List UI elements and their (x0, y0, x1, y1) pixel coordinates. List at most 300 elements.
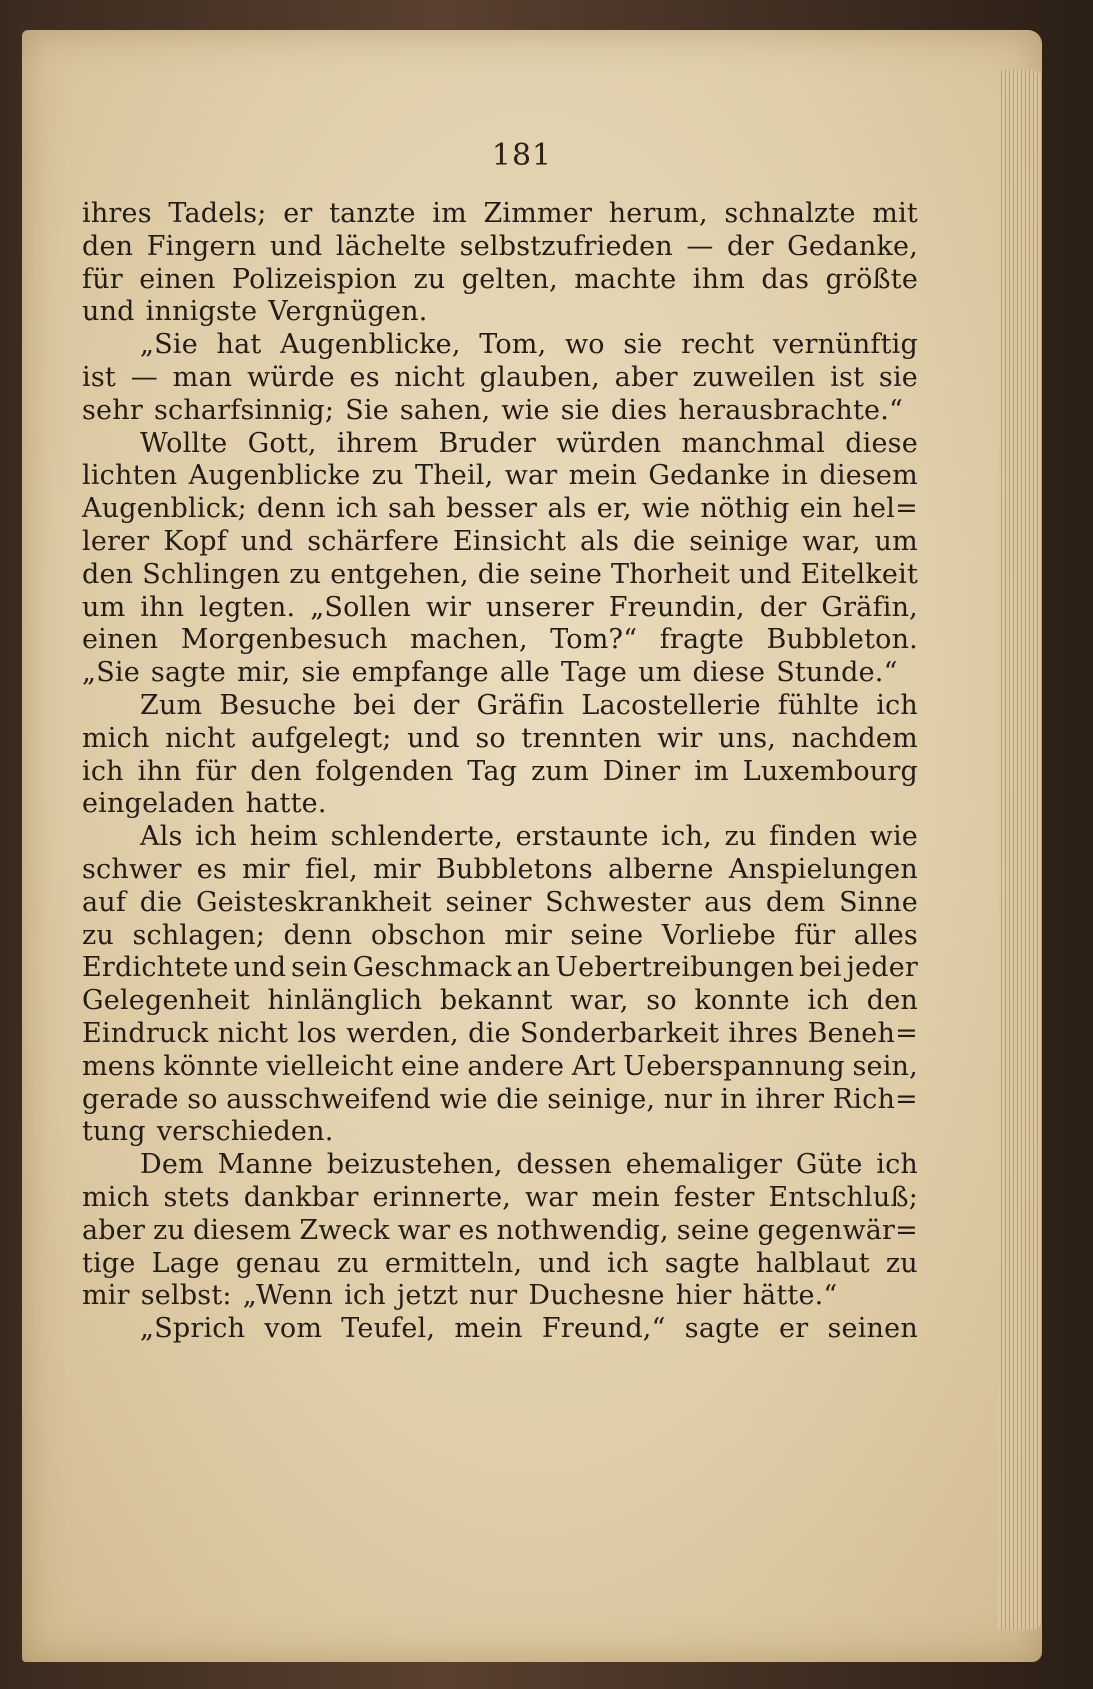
word: zu (724, 821, 757, 853)
word: Luxembourg (742, 755, 918, 787)
word: seinige (689, 525, 789, 557)
word: sagte (150, 657, 226, 689)
word: obschon (370, 919, 486, 951)
word: ich (344, 1280, 386, 1312)
word: tige (82, 1247, 136, 1279)
word: die (632, 525, 676, 557)
word: schlenderte, (330, 821, 503, 853)
word: nicht (394, 361, 465, 393)
word: schlagen; (132, 919, 266, 951)
word: den (82, 230, 134, 262)
text-line (82, 756, 918, 789)
word: dies (610, 394, 668, 426)
word: er (283, 198, 313, 229)
word: als (547, 493, 587, 525)
word: um (638, 657, 682, 689)
word: den (866, 985, 918, 1017)
word: „Sprich (140, 1313, 246, 1345)
word: Augenblicke, (280, 329, 461, 361)
word: würden (556, 427, 662, 459)
word: halblaut (755, 1247, 870, 1279)
word: in (720, 1083, 747, 1115)
word: vielleicht (266, 1050, 394, 1082)
word: nur (663, 1083, 713, 1115)
word: war (397, 1214, 451, 1246)
word: zu (413, 263, 446, 295)
word: Lage (151, 1247, 220, 1279)
word: Zweck (299, 1214, 390, 1246)
word: sie (301, 657, 341, 689)
word: Schlingen (142, 558, 281, 590)
word: nothwendig, (496, 1214, 669, 1246)
word: größte (825, 263, 918, 295)
word: erinnerte, (372, 1181, 512, 1213)
word: war, (802, 525, 861, 557)
word: sagte (664, 1247, 740, 1279)
word: auf (82, 886, 127, 918)
word: Entschluß; (768, 1181, 918, 1213)
word: Tom, (479, 329, 547, 361)
text-line (82, 264, 918, 297)
word: wie (501, 394, 550, 426)
word: das (761, 263, 810, 295)
word: die (496, 1083, 539, 1115)
word: zu (885, 1247, 918, 1279)
text-line (82, 788, 918, 821)
word: und (82, 296, 135, 328)
word: sie (878, 361, 918, 393)
text-line (82, 920, 918, 953)
word: einen (82, 624, 159, 656)
word: Besuche (219, 689, 337, 721)
word: sie (560, 394, 600, 426)
word: bekannt (439, 985, 553, 1017)
word: zu (82, 919, 115, 951)
word: Tag (467, 755, 518, 787)
word: nachdem (791, 722, 918, 754)
page-edges (998, 70, 1042, 1630)
text-line (82, 329, 918, 362)
word: mir (242, 853, 290, 885)
text-line (82, 428, 918, 461)
word: wir (657, 722, 703, 754)
word: diese (692, 657, 766, 689)
word: lichten (82, 460, 178, 492)
word: los (297, 1017, 337, 1049)
word: Augenblick; (82, 493, 247, 525)
word: die (468, 1017, 511, 1049)
word: fester (673, 1181, 755, 1213)
word: schärfere (307, 525, 440, 557)
word: diese (845, 427, 918, 459)
word: genau (235, 1247, 321, 1279)
word: schnalzte (724, 198, 856, 229)
word: Anspielungen (728, 853, 918, 885)
word: Uebertreibungen (555, 952, 795, 984)
word: selbst: (140, 1280, 232, 1312)
word: trennten (521, 722, 642, 754)
word: es (196, 853, 227, 885)
word: Fingern (146, 230, 257, 262)
text-line (82, 821, 918, 854)
word: Vergnügen. (268, 296, 428, 328)
word: Rich= (832, 1083, 918, 1115)
text-line (82, 854, 918, 887)
word: aber (614, 361, 678, 393)
word: Zum (140, 689, 203, 721)
text-line (82, 526, 918, 559)
word: machte (574, 263, 677, 295)
word: aus (704, 886, 753, 918)
text-line (82, 592, 918, 625)
word: ich (195, 821, 237, 853)
word: hel= (852, 493, 918, 525)
word: alle (499, 657, 550, 689)
word: nicht (165, 722, 236, 754)
text-line (82, 985, 918, 1018)
word: und (269, 230, 323, 262)
word: für (794, 919, 836, 951)
word: könnte (163, 1050, 259, 1082)
word: dankbar (243, 1181, 359, 1213)
word: gegenwär= (757, 1214, 918, 1246)
word: ihn (137, 755, 182, 787)
word: entgehen, (330, 558, 469, 590)
word: Bruder (438, 427, 536, 459)
text-line (82, 460, 918, 493)
word: ihres (728, 1017, 799, 1049)
text-line (82, 1182, 918, 1215)
text-line (82, 952, 918, 985)
word: ihres (82, 198, 152, 229)
word: jetzt (396, 1280, 459, 1312)
word: ich (607, 1247, 649, 1279)
word: lächelte (335, 230, 447, 262)
word: die (139, 886, 183, 918)
word: Beneh= (807, 1017, 918, 1049)
word: heim (249, 821, 318, 853)
text-line (82, 362, 918, 395)
word: seinige, (547, 1083, 656, 1115)
word: Schwester (545, 886, 691, 918)
word: sagte (684, 1313, 760, 1345)
word: in (781, 460, 809, 492)
word: machen, (410, 624, 528, 656)
word: und (240, 525, 294, 557)
text-line (82, 1051, 918, 1084)
text-line (82, 1084, 918, 1117)
word: ausschweifend (226, 1083, 431, 1115)
word: für (195, 755, 237, 787)
word: „Sie (82, 657, 140, 689)
word: Geisteskrankheit (195, 886, 432, 918)
word: war (504, 460, 558, 492)
word: Freund,“ (541, 1313, 666, 1345)
word: mens (82, 1050, 156, 1082)
word: hätte.“ (742, 1280, 838, 1312)
word: wo (564, 329, 605, 361)
word: sein (291, 952, 348, 984)
word: Tom?“ (550, 624, 638, 656)
word: sahen, (399, 394, 491, 426)
word: recht (681, 329, 755, 361)
word: im (694, 755, 729, 787)
word: denn (283, 919, 353, 951)
word: stets (163, 1181, 230, 1213)
word: als (579, 525, 620, 557)
word: diesem (819, 460, 918, 492)
word: diesem (192, 1214, 292, 1246)
word: Bubbletons (436, 853, 593, 885)
word: ermitteln, (384, 1247, 523, 1279)
word: ist (82, 361, 116, 393)
word: der (412, 689, 460, 721)
word: herum, (608, 198, 708, 229)
word: Manne (217, 1149, 314, 1181)
word: innigste (145, 296, 258, 328)
book-page (22, 30, 1042, 1662)
word: mein (591, 1181, 660, 1213)
word: Bubbleton. (766, 624, 918, 656)
word: „Sie (140, 329, 198, 361)
word: aufgelegt; (251, 722, 392, 754)
word: wie (439, 1083, 488, 1115)
word: mit (872, 198, 918, 229)
word: ich, (661, 821, 712, 853)
word: und (738, 558, 792, 590)
word: die (477, 558, 521, 590)
word: und (233, 952, 287, 984)
word: gerade (82, 1083, 179, 1115)
text-line (82, 198, 918, 231)
word: Gedanke (648, 460, 771, 492)
word: Gräfin, (821, 591, 918, 623)
text-line (82, 1149, 918, 1182)
word: seine (570, 919, 644, 951)
text-line (82, 1248, 918, 1281)
word: ich (336, 493, 378, 525)
word: um (874, 525, 918, 557)
word: wir (425, 591, 472, 623)
word: an (516, 952, 551, 984)
word: Gräfin (476, 689, 565, 721)
word: dessen (516, 1149, 612, 1181)
word: es (349, 361, 380, 393)
word: zu (153, 1214, 186, 1246)
word: jeder (846, 952, 918, 984)
word: — (130, 361, 158, 393)
word: erstaunte (515, 821, 649, 853)
word: ich (807, 985, 850, 1017)
word: würde (247, 361, 335, 393)
word: seine (676, 1214, 750, 1246)
word: Thorheit (611, 558, 731, 590)
word: alberne (607, 853, 714, 885)
word: der (759, 591, 807, 623)
word: Sinne (839, 886, 918, 918)
word: zu (289, 558, 322, 590)
word: uns, (718, 722, 777, 754)
word: tung (82, 1116, 146, 1148)
text-line (82, 493, 918, 526)
word: Sie (345, 394, 389, 426)
word: mir (504, 919, 552, 951)
word: zu (336, 1247, 369, 1279)
word: für (82, 263, 123, 295)
word: Theil, (414, 460, 494, 492)
word: Güte (795, 1149, 863, 1181)
text-line (82, 657, 918, 690)
word: mich (82, 1181, 150, 1213)
word: ist (830, 361, 865, 393)
word: Gedanke, (787, 230, 918, 262)
word: Morgenbesuch (180, 624, 388, 656)
word: Zimmer (483, 198, 593, 229)
word: seine (529, 558, 603, 590)
word: gelten, (461, 263, 558, 295)
word: er, (596, 493, 632, 525)
word: ehemaliger (625, 1149, 783, 1181)
text-line (82, 1280, 918, 1313)
word: Tage (561, 657, 628, 689)
word: Stunde.“ (776, 657, 898, 689)
word: zum (531, 755, 589, 787)
word: dem (765, 886, 826, 918)
word: er (779, 1313, 809, 1345)
word: war (524, 1181, 578, 1213)
word: wie (642, 493, 691, 525)
word: unserer (486, 591, 594, 623)
word: zuweilen (692, 361, 816, 393)
word: hinlänglich (267, 985, 423, 1017)
word: ich (876, 1149, 918, 1181)
word: — (686, 230, 714, 262)
word: nöthig (700, 493, 790, 525)
text-line (82, 1313, 918, 1346)
word: besser (446, 493, 538, 525)
word: Teufel, (341, 1313, 436, 1345)
word: mir (373, 853, 421, 885)
word: Ueberspannung (623, 1050, 845, 1082)
word: seinen (827, 1313, 918, 1345)
word: folgenden (315, 755, 454, 787)
word: fühlte (777, 689, 860, 721)
word: ich (82, 755, 124, 787)
word: hier (675, 1280, 732, 1312)
word: Duchesne (528, 1280, 665, 1312)
word: nur (469, 1280, 518, 1312)
word: Lacostellerie (581, 689, 761, 721)
word: so (475, 722, 506, 754)
word: bei (353, 689, 396, 721)
word: selbstzufrieden (459, 230, 673, 262)
word: konnte (694, 985, 790, 1017)
word: „Sollen (310, 591, 411, 623)
word: Wollte (140, 427, 228, 459)
word: ein (799, 493, 843, 525)
word: so (187, 1083, 218, 1115)
word: so (646, 985, 677, 1017)
word: Erdichtete (82, 952, 229, 984)
word: verschieden. (156, 1116, 334, 1148)
word: mich (82, 722, 150, 754)
word: es (458, 1214, 489, 1246)
text-line (82, 624, 918, 657)
word: im (432, 198, 467, 229)
word: man (172, 361, 233, 393)
word: Art (571, 1050, 616, 1082)
word: wie (869, 821, 918, 853)
word: Gelegenheit (82, 985, 250, 1017)
word: schwer (82, 853, 182, 885)
text-line (82, 1018, 918, 1051)
word: andere (467, 1050, 565, 1082)
word: sah (387, 493, 436, 525)
word: Tadels; (168, 198, 267, 229)
word: fragte (659, 624, 745, 656)
word: ihrer (755, 1083, 825, 1115)
word: finden (769, 821, 858, 853)
word: hatte. (245, 788, 327, 820)
word: denn (257, 493, 326, 525)
word: Eindruck (82, 1017, 209, 1049)
word: Gott, (247, 427, 317, 459)
word: vom (264, 1313, 323, 1345)
word: ihn (140, 591, 185, 623)
word: war, (570, 985, 629, 1017)
word: Geschmack (352, 952, 512, 984)
word: fiel, (305, 853, 358, 885)
word: legten. (199, 591, 296, 623)
word: Polizeispion (231, 263, 398, 295)
word: der (726, 230, 774, 262)
text-line (82, 559, 918, 592)
word: Einsicht (453, 525, 567, 557)
word: Als (140, 821, 183, 853)
text-line (82, 690, 918, 723)
word: und (407, 722, 460, 754)
word: „Wenn (242, 1280, 334, 1312)
word: sie (623, 329, 663, 361)
word: einen (139, 263, 216, 295)
word: eingeladen (82, 788, 235, 820)
text-line (82, 296, 918, 329)
word: werden, (346, 1017, 459, 1049)
word: nicht (217, 1017, 289, 1049)
word: Diner (602, 755, 681, 787)
word: aber (82, 1214, 146, 1246)
word: Dem (140, 1149, 204, 1181)
word: den (82, 558, 134, 590)
word: Augenblicke (188, 460, 361, 492)
text-line (82, 395, 918, 428)
word: Vorliebe (661, 919, 776, 951)
word: Sonderbarkeit (520, 1017, 720, 1049)
text-line (82, 1116, 918, 1149)
word: Kopf (163, 525, 227, 557)
word: Freundin, (608, 591, 745, 623)
word: ihm (692, 263, 746, 295)
word: mein (568, 460, 638, 492)
word: Eitelkeit (800, 558, 918, 590)
word: seiner (445, 886, 532, 918)
word: ihrem (336, 427, 419, 459)
word: und (538, 1247, 591, 1279)
word: scharfsinnig; (153, 394, 335, 426)
page-number: 181 (491, 138, 553, 173)
word: um (82, 591, 126, 623)
text-line (82, 723, 918, 756)
